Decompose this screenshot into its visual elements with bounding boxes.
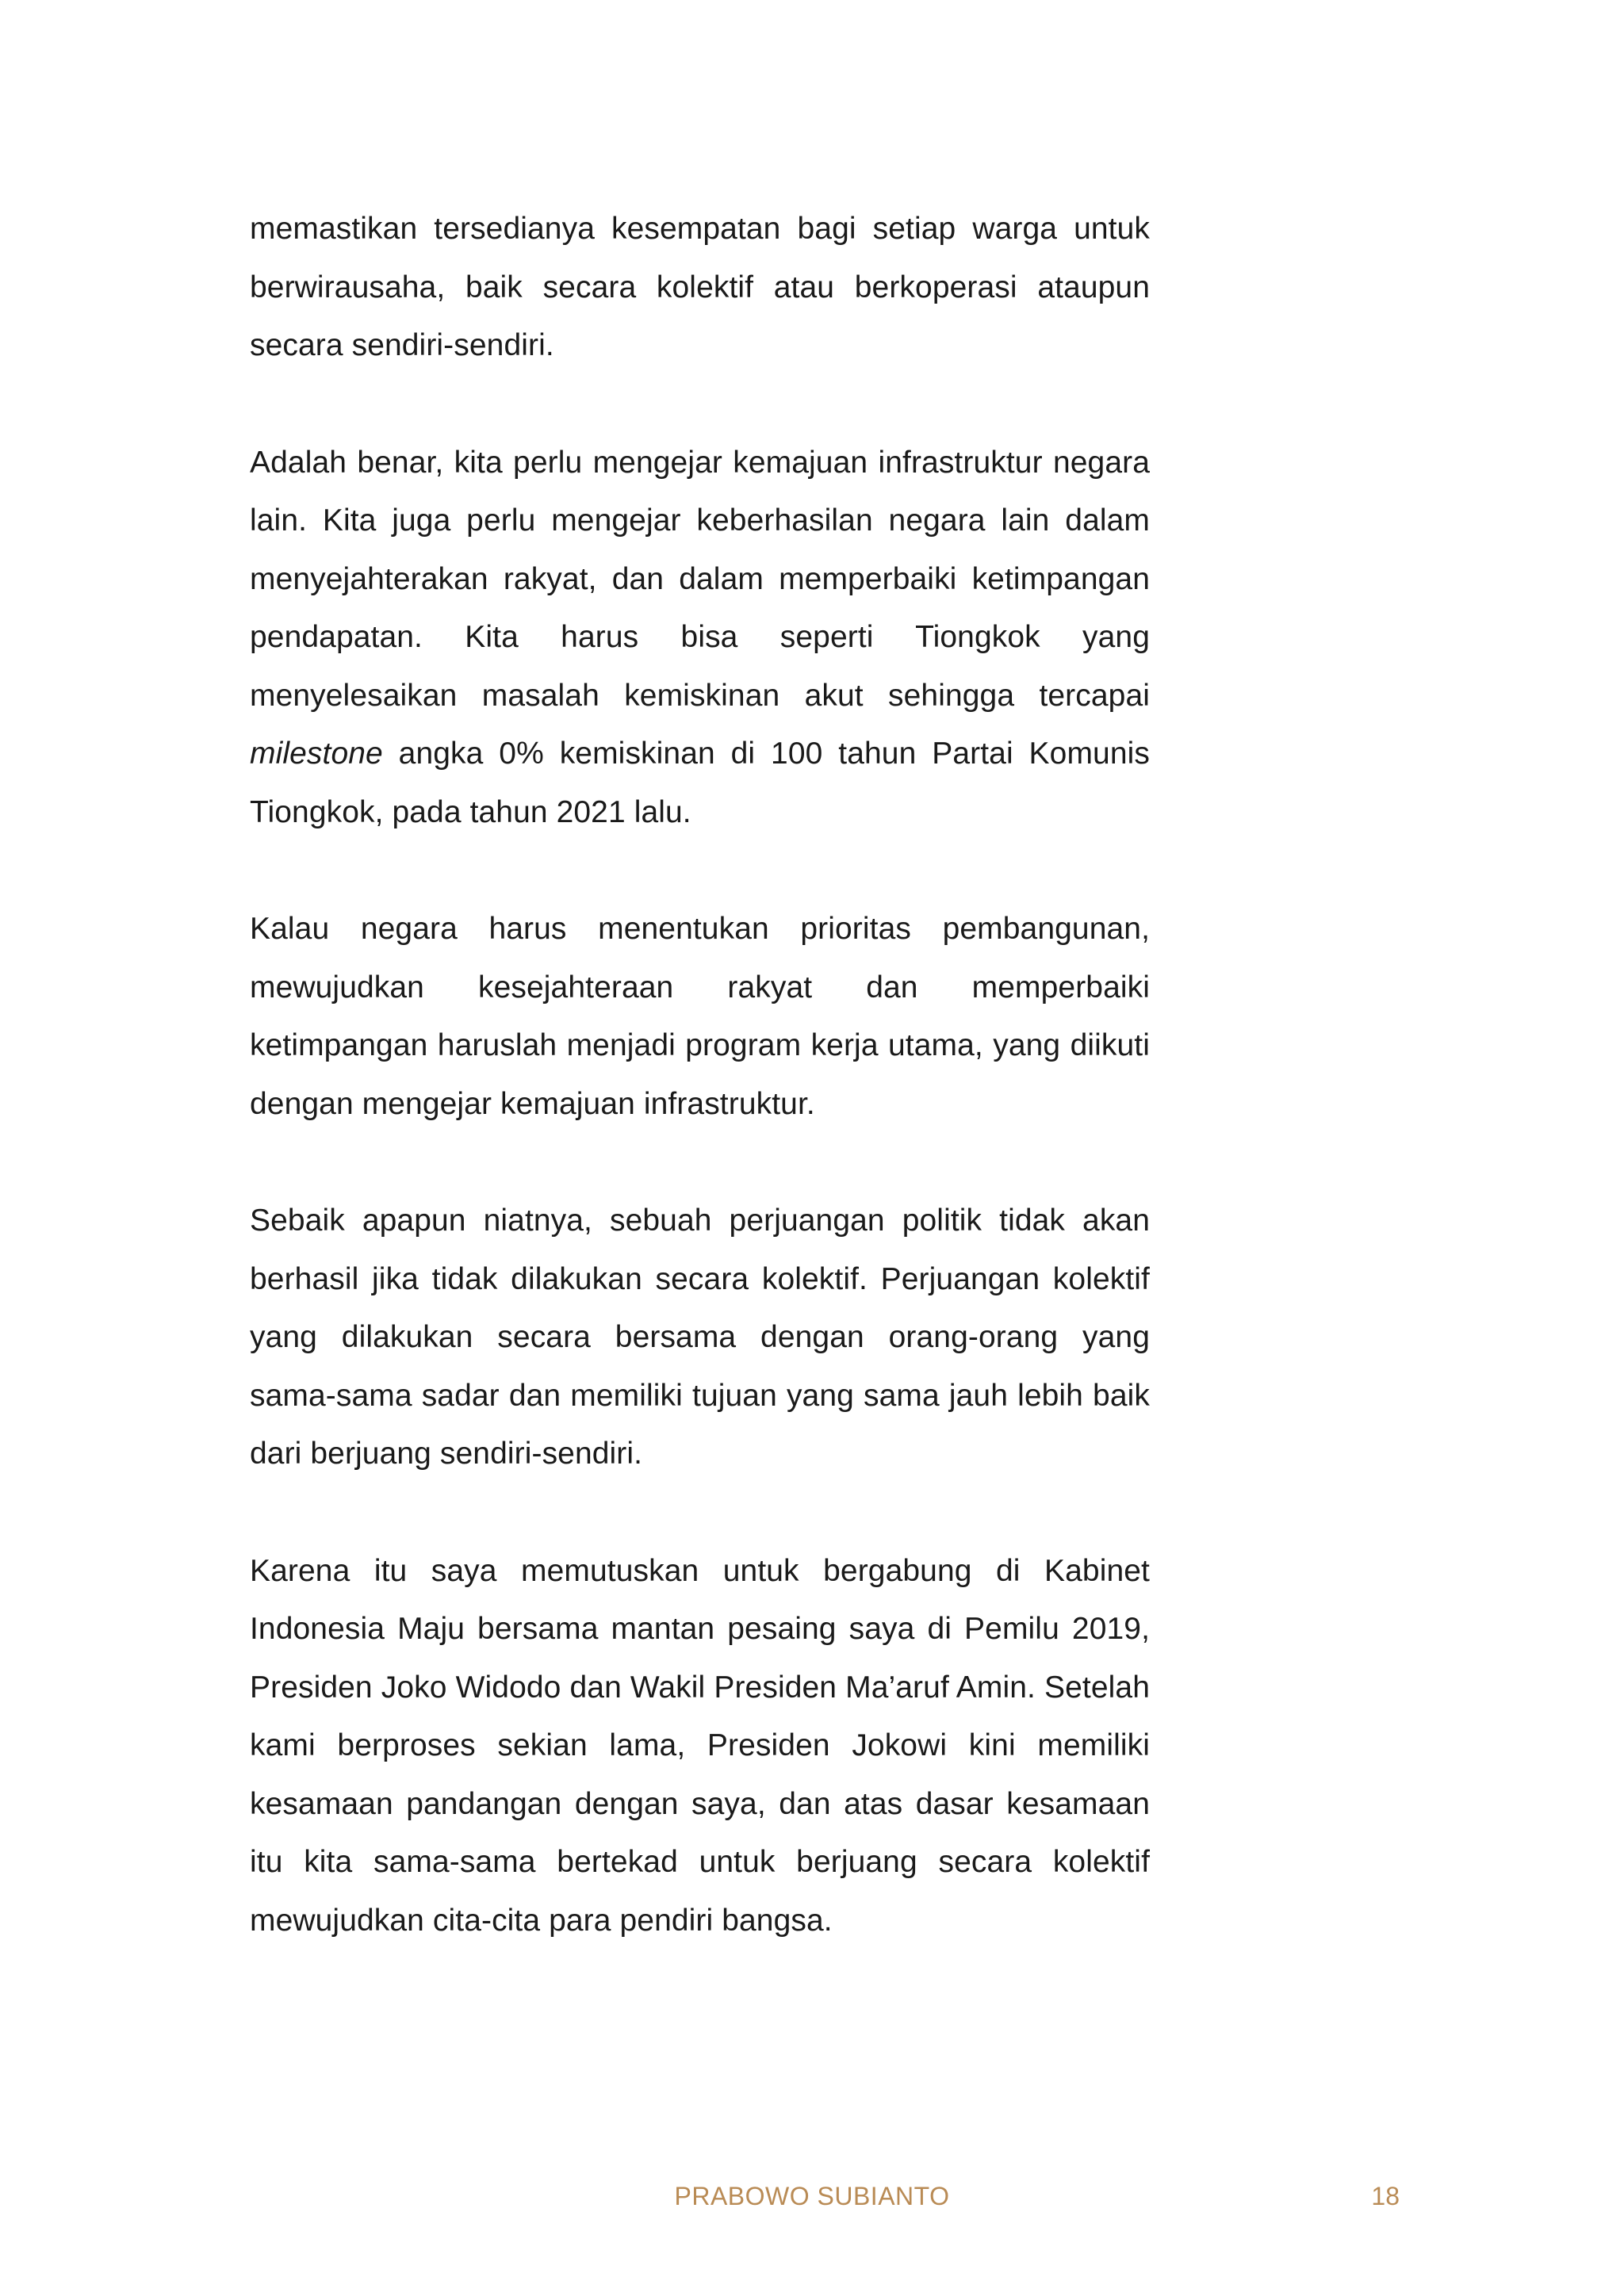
paragraph-2-text-before: Adalah benar, kita perlu mengejar kemajuan infrastruktur negara lain. Kita juga perlu mengejar keberhasilan negara lain dalam menyejahterakan rakyat, dan dalam memperbaiki ketimpangan pendapatan. Kita harus bisa seperti Tiongkok yang menyelesaikan masalah kemiskinan akut sehingga tercapai	[250, 445, 1150, 713]
paragraph-2	[250, 434, 1150, 842]
paragraph-5	[250, 1542, 1150, 1950]
paragraph-1	[250, 200, 1150, 375]
paragraph-3	[250, 900, 1150, 1133]
paragraph-4	[250, 1192, 1150, 1483]
paragraph-3-text: Kalau negara harus menentukan prioritas pembangunan, mewujudkan kesejahteraan rakyat dan memperbaiki ketimpangan haruslah menjadi program kerja utama, yang diikuti dengan mengejar kemajuan infrastruktur.	[250, 912, 1150, 1121]
paragraph-4-text: Sebaik apapun niatnya, sebuah perjuangan politik tidak akan berhasil jika tidak dilakukan secara kolektif. Perjuangan kolektif yang dilakukan secara bersama dengan orang-orang yang sama-sama sadar dan memiliki tujuan yang sama jauh lebih baik dari berjuang sendiri-sendiri.	[250, 1203, 1150, 1471]
paragraph-2-text-after: angka 0% kemiskinan di 100 tahun Partai Komunis Tiongkok, pada tahun 2021 lalu.	[250, 737, 1150, 829]
paragraph-2-emphasis: milestone	[250, 737, 383, 771]
page-body	[250, 200, 1150, 2008]
footer-author: PRABOWO SUBIANTO	[674, 2182, 950, 2210]
paragraph-1-text: memastikan tersedianya kesempatan bagi setiap warga untuk berwirausaha, baik secara kolektif atau berkoperasi ataupun secara sendiri-sendiri.	[250, 212, 1150, 362]
paragraph-5-text: Karena itu saya memutuskan untuk bergabung di Kabinet Indonesia Maju bersama mantan pesaing saya di Pemilu 2019, Presiden Joko Widodo dan Wakil Presiden Ma’aruf Amin. Setelah kami berproses sekian lama, Presiden Jokowi kini memiliki kesamaan pandangan dengan saya, dan atas dasar kesamaan itu kita sama-sama bertekad untuk berjuang secara kolektif mewujudkan cita-cita para pendiri bangsa.	[250, 1553, 1150, 1938]
page-number: 18	[1371, 2182, 1400, 2210]
